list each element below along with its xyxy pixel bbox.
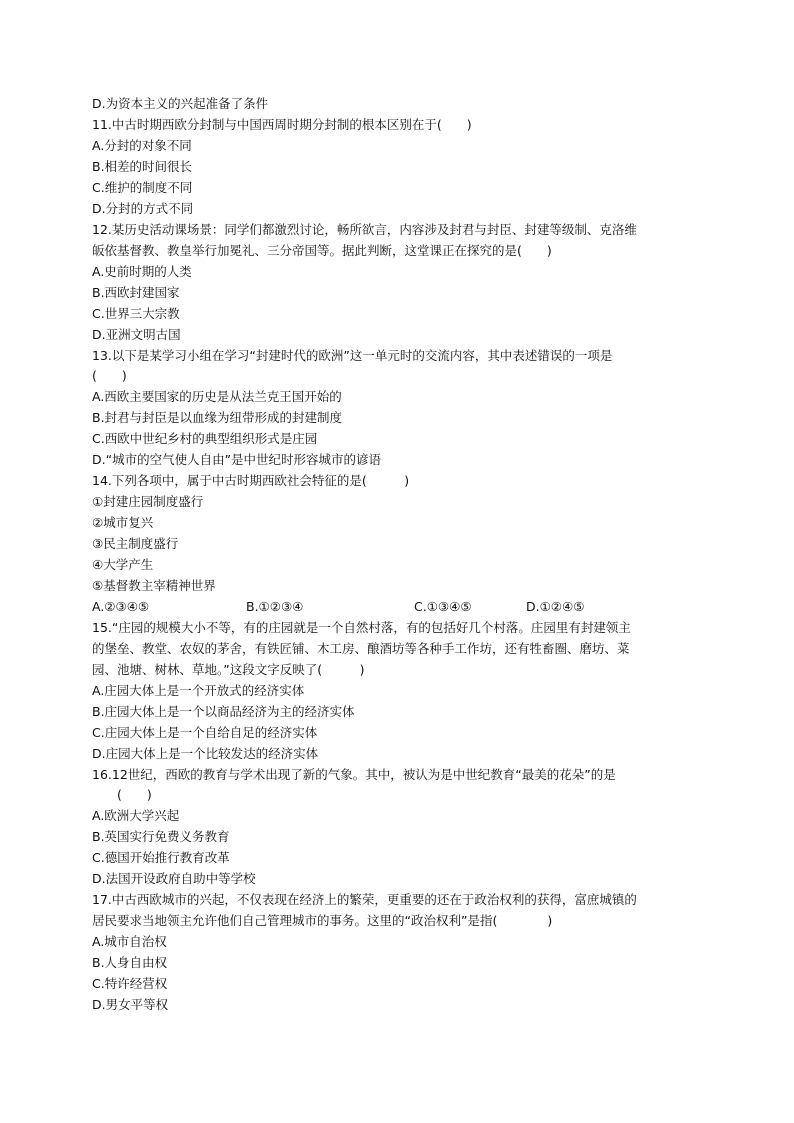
q13-option-c: C.西欧中世纪乡村的典型组织形式是庄园 [92, 431, 318, 446]
q15-stem-line3: 园、池塘、树林、草地。”这段文字反映了( ) [92, 662, 365, 677]
q13-option-d: D.“城市的空气使人自由”是中世纪时形容城市的谚语 [92, 452, 382, 467]
q14-options-row [92, 597, 698, 617]
q11-stem: 11.中古时期西欧分封制与中国西周时期分封制的根本区别在于( ) [92, 117, 472, 132]
q13-option-b: B.封君与封臣是以血缘为纽带形成的封建制度 [92, 410, 343, 425]
q17-option-b: B.人身自由权 [92, 955, 168, 970]
q10-option-d: D.为资本主义的兴起准备了条件 [92, 96, 269, 111]
q11-option-a: A.分封的对象不同 [92, 138, 192, 153]
q14-stem: 14.下列各项中，属于中古时期西欧社会特征的是( ) [92, 473, 410, 488]
q16-stem-line1: 16.12世纪，西欧的教育与学术出现了新的气象。其中，被认为是中世纪教育“最美的花朵”的是 [92, 767, 616, 782]
q11-option-c: C.维护的制度不同 [92, 180, 193, 195]
q17-stem-line2: 居民要求当地领主允许他们自己管理城市的事务。这里的“政治权利”是指( ) [92, 913, 553, 928]
q12-option-b: B.西欧封建国家 [92, 285, 180, 300]
q17-stem-line1: 17.中古西欧城市的兴起，不仅表现在经济上的繁荣，更重要的还在于政治权利的获得，富庶城镇的 [92, 892, 637, 907]
q14-item-3: ③民主制度盛行 [92, 536, 179, 551]
q15-option-b: B.庄园大体上是一个以商品经济为主的经济实体 [92, 704, 355, 719]
q15-stem-line1: 15.“庄园的规模大小不等，有的庄园就是一个自然村落，有的包括好几个村落。庄园里有封建领主 [92, 620, 631, 635]
q17-option-a: A.城市自治权 [92, 934, 167, 949]
q11-option-b: B.相差的时间很长 [92, 159, 193, 174]
q12-stem-line2: 皈依基督教、教皇举行加冕礼、三分帝国等。据此判断，这堂课正在探究的是( ) [92, 243, 552, 258]
q15-stem-line2: 的堡垒、教堂、农奴的茅舍，有铁匠铺、木工房、酿酒坊等各种手工作坊，还有牲畜圈、磨坊、菜 [92, 641, 630, 656]
q17-option-d: D.男女平等权 [92, 997, 169, 1012]
q13-option-a: A.西欧主要国家的历史是从法兰克王国开始的 [92, 389, 342, 404]
q17-option-c: C.特许经营权 [92, 976, 168, 991]
q14-item-1: ①封建庄园制度盛行 [92, 494, 204, 509]
q16-option-d: D.法国开设政府自助中等学校 [92, 871, 256, 886]
q16-stem-line2: ( ) [92, 787, 152, 802]
q14-option-b: B.①②③④ [246, 599, 304, 614]
q14-item-2: ②城市复兴 [92, 515, 154, 530]
q14-option-d: D.①②④⑤ [526, 599, 585, 614]
q12-option-c: C.世界三大宗教 [92, 306, 180, 321]
q15-option-c: C.庄园大体上是一个自给自足的经济实体 [92, 725, 318, 740]
q16-option-c: C.德国开始推行教育改革 [92, 850, 230, 865]
q12-stem-line1: 12.某历史活动课场景：同学们都激烈讨论，畅所欲言，内容涉及封君与封臣、封建等级制、克洛维 [92, 222, 637, 237]
q13-stem-line1: 13.以下是某学习小组在学习“封建时代的欧洲”这一单元时的交流内容，其中表述错误的一项是 [92, 348, 613, 363]
q14-option-a: A.②③④⑤ [92, 599, 150, 614]
q16-option-b: B.英国实行免费义务教育 [92, 829, 230, 844]
q14-option-c: C.①③④⑤ [414, 599, 472, 614]
q13-stem-line2: ( ) [92, 368, 127, 383]
q12-option-a: A.史前时期的人类 [92, 264, 192, 279]
q14-item-5: ⑤基督教主宰精神世界 [92, 578, 216, 593]
q16-option-a: A.欧洲大学兴起 [92, 808, 180, 823]
q15-option-d: D.庄园大体上是一个比较发达的经济实体 [92, 746, 319, 761]
q15-option-a: A.庄园大体上是一个开放式的经济实体 [92, 683, 305, 698]
q12-option-d: D.亚洲文明古国 [92, 327, 181, 342]
q14-item-4: ④大学产生 [92, 557, 154, 572]
q11-option-d: D.分封的方式不同 [92, 201, 194, 216]
